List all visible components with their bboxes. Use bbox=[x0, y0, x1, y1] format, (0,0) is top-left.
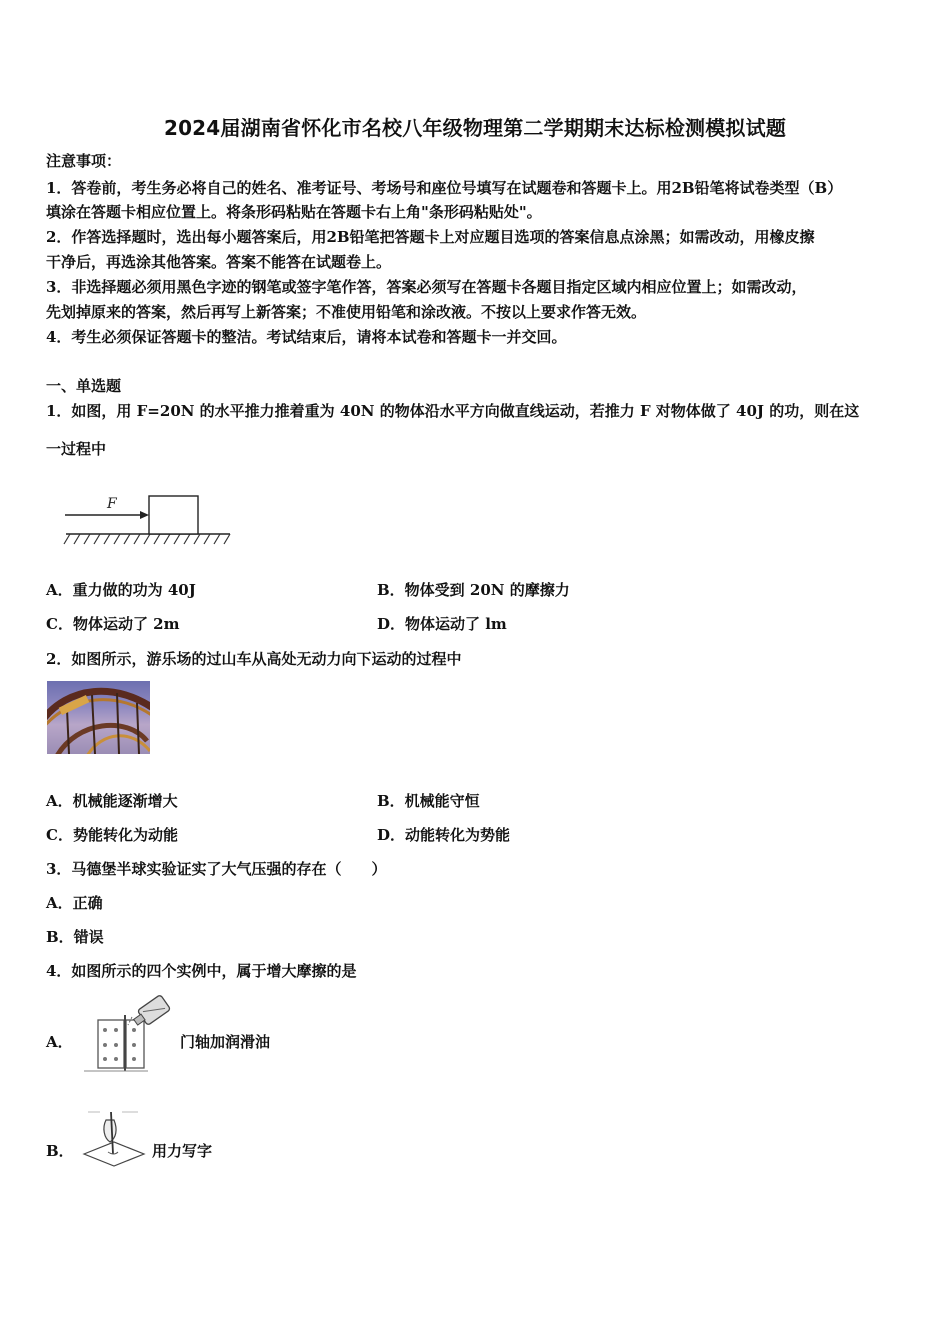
q2-text: 2．如图所示，游乐场的过山车从高处无动力向下运动的过程中 bbox=[46, 650, 462, 668]
q2-option-d: D．动能转化为势能 bbox=[377, 826, 511, 844]
notice-line-3: 2．作答选择题时，选出每小题答案后，用2B铅笔把答题卡上对应题目选项的答案信息点涂黑；如需改动，用橡皮擦 bbox=[46, 228, 815, 246]
notice-line-2: 填涂在答题卡相应位置上。将条形码粘贴在答题卡右上角"条形码粘贴处"。 bbox=[46, 203, 542, 221]
q1-text-line1: 1．如图，用 F=20N 的水平推力推着重为 40N 的物体沿水平方向做直线运动，若推力 F 对物体做了 40J 的功，则在这 bbox=[46, 402, 860, 420]
q1-option-b: B．物体受到 20N 的摩擦力 bbox=[377, 581, 570, 599]
q4-option-b-text: 用力写字 bbox=[152, 1142, 213, 1160]
notice-line-5: 3．非选择题必须用黑色字迹的钢笔或签字笔作答，答案必须写在答题卡各题目指定区域内相应位置上；如需改动， bbox=[46, 278, 807, 296]
notice-line-1: 1．答卷前，考生务必将自己的姓名、准考证号、考场号和座位号填写在试题卷和答题卡上。用2B铅笔将试卷类型（B） bbox=[46, 179, 843, 197]
q1-force-label: F bbox=[107, 496, 117, 512]
q1-force-diagram bbox=[60, 490, 235, 550]
notice-line-7: 4．考生必须保证答题卡的整洁。考试结束后，请将本试卷和答题卡一并交回。 bbox=[46, 328, 567, 346]
q1-option-d: D．物体运动了 lm bbox=[377, 615, 507, 633]
q4-option-b-letter: B． bbox=[46, 1142, 74, 1160]
q2-option-b: B．机械能守恒 bbox=[377, 792, 480, 810]
roller-coaster-image bbox=[47, 681, 150, 754]
q3-option-b: B．错误 bbox=[46, 928, 104, 946]
notice-line-6: 先划掉原来的答案，然后再写上新答案；不准使用铅笔和涂改液。不按以上要求作答无效。 bbox=[46, 303, 647, 321]
q4-option-a-letter: A． bbox=[46, 1033, 73, 1051]
pen-writing-icon bbox=[80, 1108, 150, 1168]
notice-heading: 注意事项： bbox=[46, 152, 122, 170]
page-title: 2024届湖南省怀化市名校八年级物理第二学期期末达标检测模拟试题 bbox=[163, 116, 787, 140]
q2-option-c: C．势能转化为动能 bbox=[46, 826, 178, 844]
door-hinge-oil-icon bbox=[82, 995, 177, 1073]
q3-option-a: A．正确 bbox=[46, 894, 103, 912]
q2-option-a: A．机械能逐渐增大 bbox=[46, 792, 178, 810]
q4-text: 4．如图所示的四个实例中，属于增大摩擦的是 bbox=[46, 962, 357, 980]
q1-option-a: A．重力做的功为 40J bbox=[46, 581, 196, 599]
q4-option-a-text: 门轴加润滑油 bbox=[180, 1033, 271, 1051]
q3-text: 3．马德堡半球实验证实了大气压强的存在（ ） bbox=[46, 860, 387, 878]
q1-text-line2: 一过程中 bbox=[46, 440, 107, 458]
q1-option-c: C．物体运动了 2m bbox=[46, 615, 180, 633]
section-heading: 一、单选题 bbox=[46, 377, 122, 395]
notice-line-4: 干净后，再选涂其他答案。答案不能答在试题卷上。 bbox=[46, 253, 392, 271]
